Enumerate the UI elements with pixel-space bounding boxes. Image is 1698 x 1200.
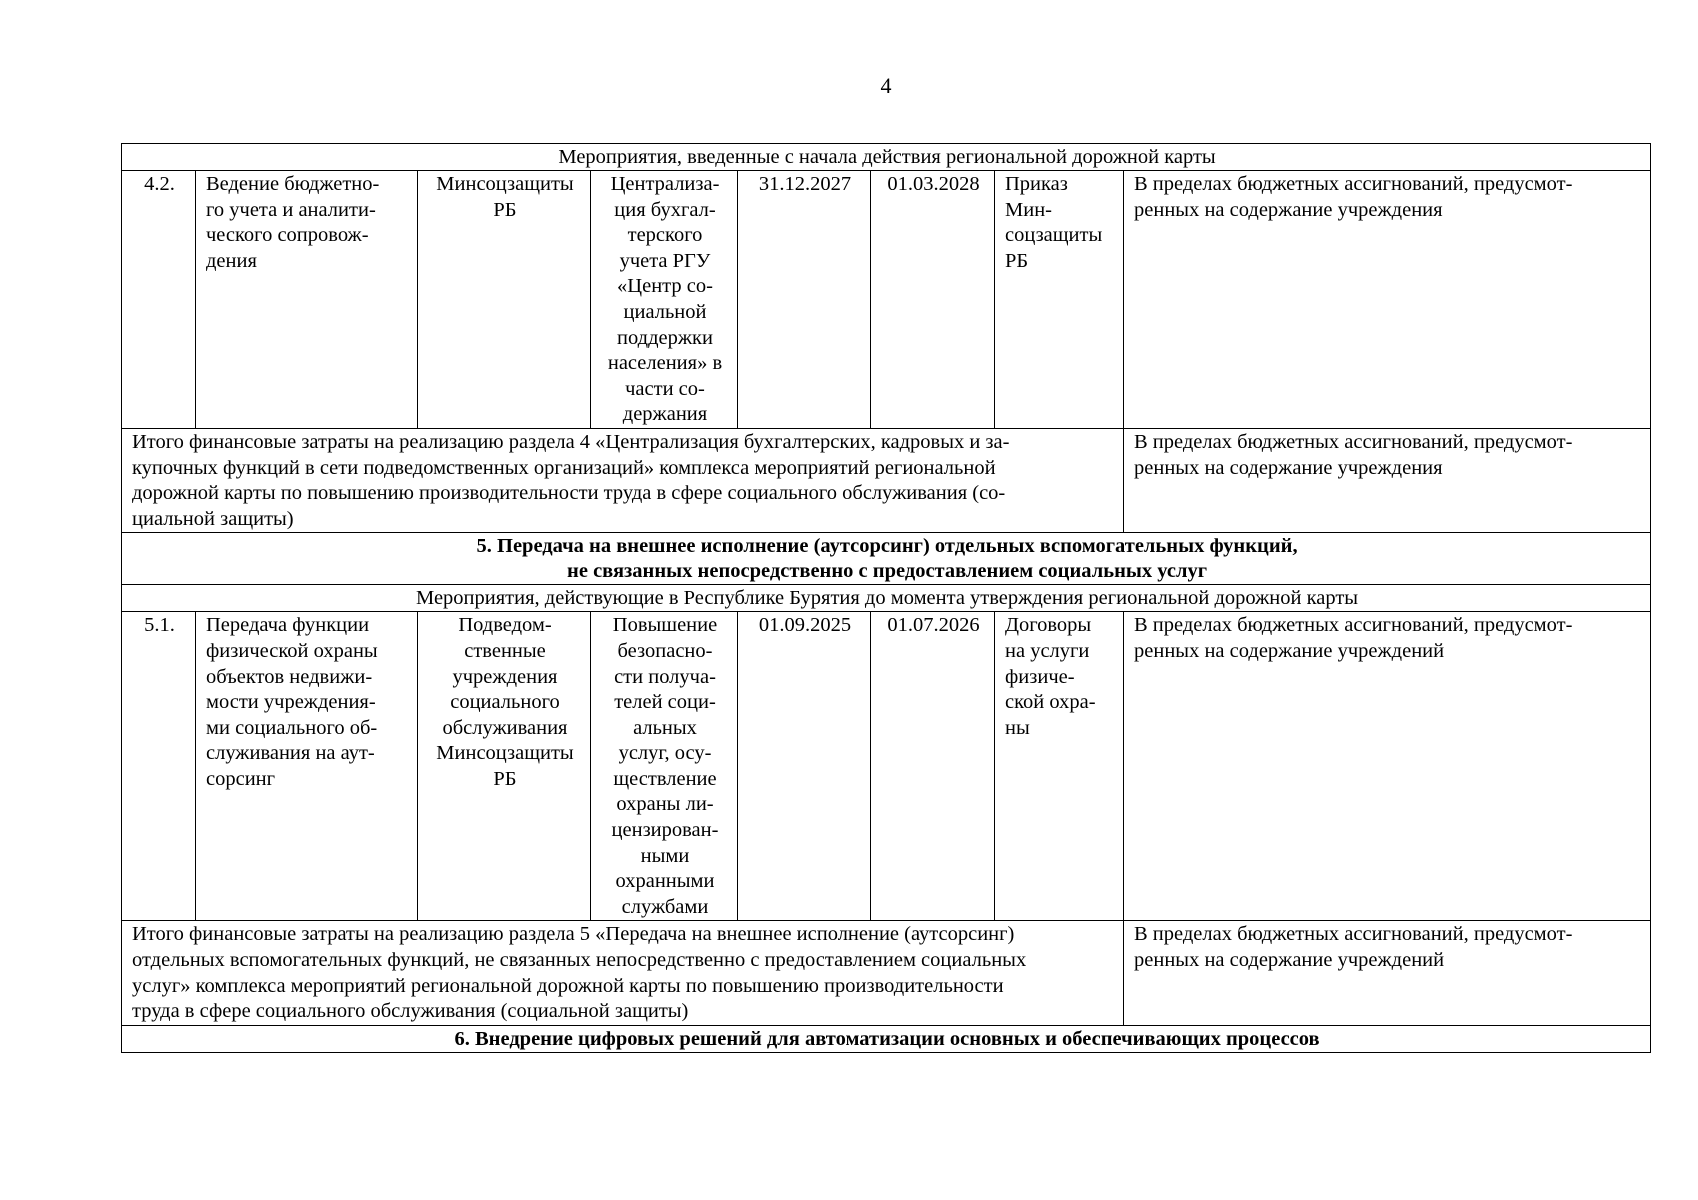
text-line: поддержки: [617, 326, 713, 349]
text-line: услуг, осу-: [618, 742, 712, 765]
text-line: населения» в: [607, 352, 723, 375]
end-date-cell: 01.07.2026: [871, 612, 995, 921]
text-line: соцзащиты: [1005, 224, 1103, 247]
text-line: ренных на содержание учреждения: [1134, 456, 1443, 479]
text-line: охранными: [615, 870, 715, 893]
text-line: Минсоцзащиты: [436, 173, 574, 195]
section-4-total-row: [122, 428, 1651, 532]
text-line: ными: [640, 844, 690, 867]
executor-cell: [418, 171, 591, 429]
row-number: 4.2.: [122, 171, 196, 429]
text-line: части со-: [625, 377, 705, 400]
table-row-5-1: [122, 612, 1651, 921]
text-line: дения: [206, 249, 257, 272]
text-line: на услуги: [1005, 639, 1090, 662]
title-line: не связанных непосредственно с предоставлением социальных услуг: [567, 560, 1208, 583]
document-cell: [995, 171, 1124, 429]
finance-cell: [1124, 171, 1651, 429]
text-line: ческого сопровож-: [206, 224, 369, 247]
text-line: РБ: [1005, 249, 1029, 272]
text-line: обслуживания: [442, 716, 568, 739]
text-line: циальной: [623, 300, 707, 323]
document-cell: [995, 612, 1124, 921]
text-line: Мин-: [1005, 198, 1052, 221]
text-line: учреждения: [452, 665, 558, 688]
text-line: безопасно-: [617, 639, 713, 662]
text-line: дорожной карты по повышению производительности труда в сфере социального обслуживания (со-: [132, 482, 1006, 505]
section-4-subheader-row: [122, 144, 1651, 171]
text-line: физической охраны: [206, 639, 378, 662]
section-6-title-row: [122, 1025, 1651, 1052]
text-line: Договоры: [1005, 614, 1092, 637]
text-line: Ведение бюджетно-: [206, 173, 380, 195]
measure-name-cell: [196, 612, 418, 921]
text-line: сорсинг: [206, 767, 276, 790]
title-line: 5. Передача на внешнее исполнение (аутсорсинг) отдельных вспомогательных функций,: [476, 535, 1298, 558]
result-cell: [591, 612, 738, 921]
text-line: В пределах бюджетных ассигнований, предусмот-: [1134, 430, 1573, 453]
finance-cell: [1124, 612, 1651, 921]
text-line: В пределах бюджетных ассигнований, предусмот-: [1134, 923, 1573, 946]
text-line: ция бухгал-: [614, 198, 716, 221]
text-line: охраны ли-: [616, 793, 714, 816]
text-line: служивания на аут-: [206, 742, 375, 765]
section-5-total-text: [122, 921, 1124, 1025]
end-date-cell: 01.03.2028: [871, 171, 995, 429]
text-line: терского: [627, 224, 703, 247]
text-line: учета РГУ: [619, 249, 711, 272]
start-date-cell: 31.12.2027: [738, 171, 871, 429]
text-line: циальной защиты): [132, 507, 294, 530]
text-line: ренных на содержание учреждений: [1134, 949, 1445, 972]
section-4-total-finance: [1124, 428, 1651, 532]
text-line: мости учреждения-: [206, 691, 376, 714]
text-line: РБ: [493, 198, 517, 221]
section-5-subheader: Мероприятия, действующие в Республике Бурятия до момента утверждения региональной дорожной карты: [122, 585, 1651, 612]
measure-name-cell: [196, 171, 418, 429]
text-line: В пределах бюджетных ассигнований, предусмот-: [1134, 614, 1573, 637]
section-5-title-row: [122, 533, 1651, 585]
section-6-title: 6. Внедрение цифровых решений для автоматизации основных и обеспечивающих процессов: [122, 1025, 1651, 1052]
text-line: Централиза-: [610, 173, 720, 195]
table-row-4-2: [122, 171, 1651, 429]
text-line: ренных на содержание учреждений: [1134, 639, 1445, 662]
text-line: Повышение: [612, 614, 718, 637]
text-line: го учета и аналити-: [206, 198, 376, 221]
text-line: ществление: [613, 767, 717, 790]
text-line: отдельных вспомогательных функций, не связанных непосредственно с предоставлением социальных: [132, 949, 1027, 972]
text-line: альных: [633, 716, 697, 739]
text-line: цензирован-: [611, 819, 719, 842]
result-cell: [591, 171, 738, 429]
text-line: объектов недвижи-: [206, 665, 373, 688]
text-line: держания: [622, 403, 708, 426]
text-line: физиче-: [1005, 665, 1075, 688]
text-line: Передача функции: [206, 614, 370, 637]
section-5-title: [122, 533, 1651, 585]
text-line: Приказ: [1005, 173, 1068, 195]
text-line: услуг» комплекса мероприятий региональной дорожной карты по повышению производительности: [132, 974, 1004, 997]
text-line: труда в сфере социального обслуживания (социальной защиты): [132, 1000, 689, 1023]
executor-cell: [418, 612, 591, 921]
text-line: социального: [450, 691, 560, 714]
text-line: сти получа-: [614, 665, 716, 688]
roadmap-table: [121, 143, 1651, 1053]
page-number: 4: [880, 73, 892, 98]
section-5-subheader-row: [122, 585, 1651, 612]
text-line: РБ: [493, 767, 517, 790]
text-line: телей соци-: [614, 691, 716, 714]
text-line: ственные: [464, 639, 546, 662]
text-line: Итого финансовые затраты на реализацию раздела 5 «Передача на внешнее исполнение (аутсорсинг): [132, 923, 1015, 946]
section-4-total-text: [122, 428, 1124, 532]
text-line: «Центр со-: [617, 275, 713, 298]
text-line: купочных функций в сети подведомственных организаций» комплекса мероприятий региональной: [132, 456, 996, 479]
start-date-cell: 01.09.2025: [738, 612, 871, 921]
text-line: Подведом-: [458, 614, 552, 637]
section-5-total-finance: [1124, 921, 1651, 1025]
text-line: службами: [621, 895, 709, 918]
text-line: ренных на содержание учреждения: [1134, 198, 1443, 221]
text-line: ны: [1005, 716, 1030, 739]
text-line: В пределах бюджетных ассигнований, предусмот-: [1134, 173, 1573, 195]
row-number: 5.1.: [122, 612, 196, 921]
text-line: ми социального об-: [206, 716, 378, 739]
text-line: Минсоцзащиты: [436, 742, 574, 765]
section-4-subheader: Мероприятия, введенные с начала действия региональной дорожной карты: [122, 144, 1651, 171]
text-line: ской охра-: [1005, 691, 1096, 714]
text-line: Итого финансовые затраты на реализацию раздела 4 «Централизация бухгалтерских, кадровых и за-: [132, 430, 1010, 453]
section-5-total-row: [122, 921, 1651, 1025]
